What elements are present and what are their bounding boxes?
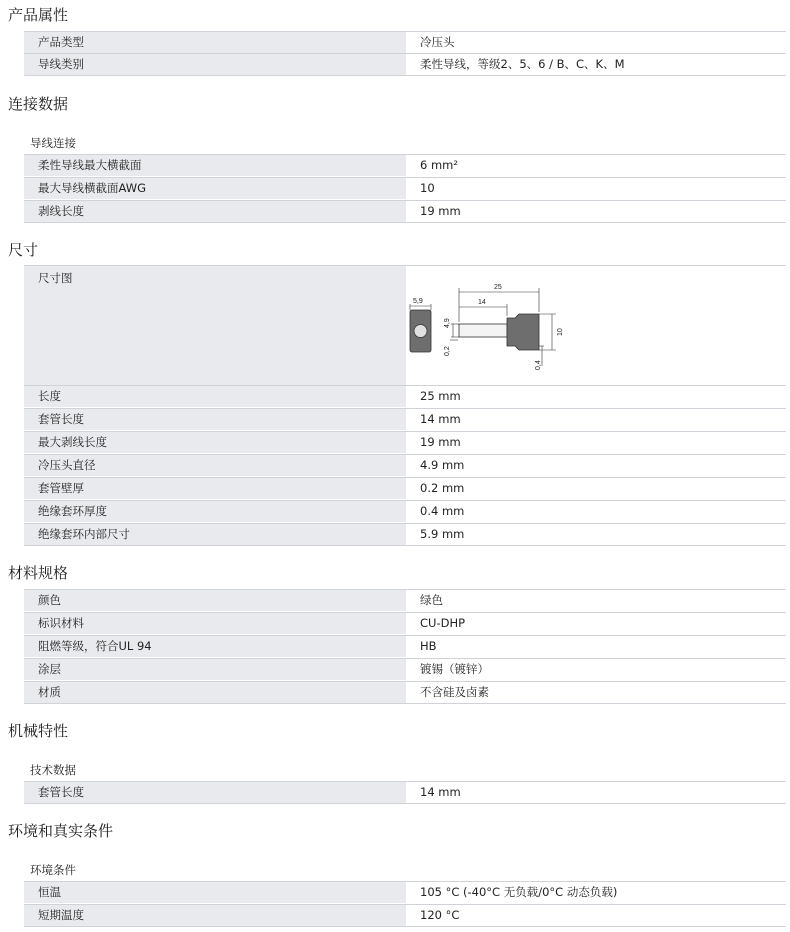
row-value: 不含硅及卤素 bbox=[406, 682, 786, 703]
collar-side-view-icon bbox=[507, 314, 539, 350]
row-label: 最大剥线长度 bbox=[24, 432, 406, 453]
row-label: 涂层 bbox=[24, 659, 406, 680]
table-row bbox=[24, 154, 786, 176]
table-row bbox=[24, 781, 786, 804]
row-label: 绝缘套环内部尺寸 bbox=[24, 524, 406, 545]
table-row bbox=[24, 635, 786, 657]
section-title-connection: 连接数据 bbox=[8, 95, 69, 113]
row-value: HB bbox=[406, 636, 786, 657]
row-value: 14 mm bbox=[406, 409, 786, 430]
dim-label-4-9: 4,9 bbox=[444, 318, 451, 328]
row-value: 冷压头 bbox=[406, 32, 786, 53]
row-label: 最大导线横截面AWG bbox=[24, 178, 406, 199]
table-row bbox=[24, 681, 786, 704]
section-title-mechanical: 机械特性 bbox=[8, 722, 69, 740]
section-title-environment: 环境和真实条件 bbox=[8, 822, 114, 840]
table-row bbox=[24, 454, 786, 476]
table-row bbox=[24, 53, 786, 76]
dimension-drawing-cell bbox=[406, 266, 786, 385]
row-label: 套管壁厚 bbox=[24, 478, 406, 499]
dim-label-0-4: 0,4 bbox=[535, 360, 542, 370]
row-value: 25 mm bbox=[406, 386, 786, 407]
table-row bbox=[24, 523, 786, 546]
table-row bbox=[24, 477, 786, 499]
sleeve-side-view bbox=[459, 324, 507, 337]
table-row bbox=[24, 408, 786, 430]
row-value: 19 mm bbox=[406, 432, 786, 453]
row-label: 长度 bbox=[24, 386, 406, 407]
dim-label-5-9: 5,9 bbox=[413, 298, 423, 305]
row-label: 冷压头直径 bbox=[24, 455, 406, 476]
table-row-drawing bbox=[24, 265, 786, 385]
row-label: 套管长度 bbox=[24, 409, 406, 430]
row-label: 尺寸图 bbox=[24, 266, 406, 385]
row-value: 4.9 mm bbox=[406, 455, 786, 476]
subheading-technical-data: 技术数据 bbox=[30, 763, 76, 777]
subheading-ambient-conditions: 环境条件 bbox=[30, 863, 76, 877]
table-row bbox=[24, 612, 786, 634]
table-row bbox=[24, 200, 786, 223]
row-value: 14 mm bbox=[406, 782, 786, 803]
row-label: 材质 bbox=[24, 682, 406, 703]
row-value: 绿色 bbox=[406, 590, 786, 611]
row-value: 10 bbox=[406, 178, 786, 199]
table-row bbox=[24, 658, 786, 680]
row-value: 0.4 mm bbox=[406, 501, 786, 522]
row-label: 阻燃等级，符合UL 94 bbox=[24, 636, 406, 657]
row-value: 19 mm bbox=[406, 201, 786, 222]
table-row bbox=[24, 904, 786, 927]
table-row bbox=[24, 589, 786, 611]
ferrule-dimension-drawing bbox=[406, 266, 786, 385]
table-row bbox=[24, 177, 786, 199]
row-value: 6 mm² bbox=[406, 155, 786, 176]
row-value: 120 °C bbox=[406, 905, 786, 926]
row-label: 标识材料 bbox=[24, 613, 406, 634]
row-label: 剥线长度 bbox=[24, 201, 406, 222]
row-label: 恒温 bbox=[24, 882, 406, 903]
dim-label-14: 14 bbox=[478, 299, 486, 306]
subheading-wire-connection: 导线连接 bbox=[30, 136, 76, 150]
table-row bbox=[24, 31, 786, 53]
dim-label-10: 10 bbox=[557, 328, 564, 336]
sleeve-opening-icon bbox=[414, 325, 427, 338]
section-title-material: 材料规格 bbox=[8, 564, 69, 582]
row-value: 0.2 mm bbox=[406, 478, 786, 499]
table-row bbox=[24, 431, 786, 453]
table-row bbox=[24, 385, 786, 407]
table-row bbox=[24, 881, 786, 903]
row-value: 柔性导线，等级2、5、6 / B、C、K、M bbox=[406, 54, 786, 75]
dim-label-0-2: 0,2 bbox=[444, 346, 451, 356]
section-title-dimensions: 尺寸 bbox=[8, 241, 39, 259]
row-label: 短期温度 bbox=[24, 905, 406, 926]
row-label: 绝缘套环厚度 bbox=[24, 501, 406, 522]
row-value: CU-DHP bbox=[406, 613, 786, 634]
row-value: 105 °C (-40°C 无负载/0°C 动态负载) bbox=[406, 882, 786, 903]
row-label: 导线类别 bbox=[24, 54, 406, 75]
row-value: 5.9 mm bbox=[406, 524, 786, 545]
row-label: 产品类型 bbox=[24, 32, 406, 53]
row-label: 颜色 bbox=[24, 590, 406, 611]
row-label: 套管长度 bbox=[24, 782, 406, 803]
section-title-product: 产品属性 bbox=[8, 6, 69, 24]
row-value: 镀锡（镀锌） bbox=[406, 659, 786, 680]
table-row bbox=[24, 500, 786, 522]
row-label: 柔性导线最大横截面 bbox=[24, 155, 406, 176]
dim-label-25: 25 bbox=[494, 284, 502, 291]
